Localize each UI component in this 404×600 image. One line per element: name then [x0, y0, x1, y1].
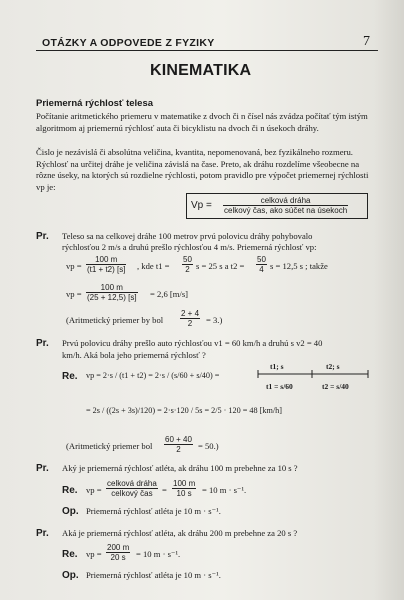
- problem-3-eq-tail: = 10 m · s⁻¹.: [202, 485, 247, 495]
- problem-3-re-label: Re.: [62, 485, 78, 496]
- problem-4-text: Aká je priemerná rýchlosť atléta, ak dráhu 200 m prebehne za 20 s ?: [62, 528, 298, 538]
- problem-2-note: (Aritmetický priemer bol: [66, 441, 153, 451]
- page-binding-shadow: [374, 0, 404, 600]
- problem-4-eq-lhs: vp =: [86, 549, 102, 559]
- problem-4-eq-num: 200 m: [107, 543, 130, 552]
- problem-3-eq-fraction: [106, 479, 158, 498]
- header-title: OTÁZKY A ODPOVEDE Z FYZIKY: [42, 37, 215, 49]
- problem-3-eq-lhs: vp =: [86, 485, 102, 495]
- problem-3-eq-fraction-2: [172, 479, 196, 498]
- problem-1-eq1-frac3-num: 50: [257, 255, 266, 264]
- problem-2-text-1: Prvú polovicu dráhy prešlo auto rýchlosťou v1 = 60 km/h a druhú s v2 = 40: [62, 338, 323, 348]
- problem-3-eq-num: celková dráha: [107, 479, 157, 488]
- problem-3-answer: Priemerná rýchlosť atléta je 10 m · s⁻¹.: [86, 506, 221, 516]
- problem-1-eq1-den: (t1 + t2) [s]: [87, 265, 126, 274]
- chapter-title: KINEMATIKA: [150, 62, 252, 79]
- problem-3-eq-den: celkový čas: [111, 489, 153, 498]
- average-speed-formula-box: [186, 193, 368, 219]
- problem-1-eq1-tail: s = 12,5 s ; takže: [270, 261, 328, 271]
- problem-2-text-2: km/h. Aká bola jeho priemerná rýchlosť ?: [62, 350, 206, 360]
- problem-3-label: Pr.: [36, 463, 49, 474]
- problem-4-answer: Priemerná rýchlosť atléta je 10 m · s⁻¹.: [86, 570, 221, 580]
- formula-lhs: Vp =: [191, 200, 212, 211]
- problem-3-eq-f-num: 100 m: [173, 479, 196, 488]
- problem-1-eq1-frac2-num: 50: [183, 255, 192, 264]
- problem-1-eq1-frac3: [256, 255, 267, 274]
- problem-1-eq2-tail: = 2,6 [m/s]: [150, 289, 189, 299]
- problem-2-note-den: 2: [176, 445, 181, 454]
- formula-numerator: celková dráha: [223, 196, 348, 206]
- problem-1-text-2: rýchlosťou 2 m/s a druhú prešlo rýchlosťou 4 m/s. Priemerná rýchlosť vp:: [62, 242, 317, 252]
- problem-2-eq2: = 2s / ((2s + 3s)/120) = 2·s·120 / 5s = 2/5 · 120 = 48 [km/h]: [86, 406, 282, 415]
- problem-1-eq1-mid: , kde t1 =: [137, 261, 170, 271]
- problem-1-note-den: 2: [187, 319, 193, 328]
- diagram-t1-formula: t1 = s/60: [266, 382, 293, 391]
- problem-4-eq-tail: = 10 m · s⁻¹.: [136, 549, 181, 559]
- problem-1-note: (Aritmetický priemer by bol: [66, 315, 164, 325]
- problem-4-eq-den: 20 s: [110, 553, 126, 562]
- problem-3-text: Aký je priemerná rýchlosť atléta, ak dráhu 100 m prebehne za 10 s ?: [62, 463, 298, 473]
- formula-denominator: celkový čas, ako súčet na úsekoch: [224, 206, 348, 215]
- problem-1-eq1-frac2: [182, 255, 193, 274]
- problem-4-eq-fraction: [106, 543, 130, 562]
- problem-4-label: Pr.: [36, 528, 49, 539]
- problem-1-note-num: 2 + 4: [181, 309, 200, 318]
- page-number: 7: [363, 34, 370, 49]
- problem-1-eq2-den: (25 + 12,5) [s]: [87, 293, 137, 302]
- problem-1-eq1-fraction: [86, 255, 126, 274]
- problem-2-note-num: 60 + 40: [165, 435, 192, 444]
- intro-paragraph-2: Čislo je nezávislá či absolútna veličina, kvantita, nepomenovaná, bez fyzikálneho rozmeru. Rýchlosť na určitej dráhe je veličina závislá na čase. Preto, ak dráhu rozdelíme všeobecne na rôzne úseky, na ktorých sú rozdielne rýchlosti, potom pravidlo pre výpočet priemernej rýchlosti vp je:: [36, 147, 369, 192]
- problem-1-eq1-lhs: vp =: [66, 261, 82, 271]
- problem-2-note-fraction: [164, 435, 193, 454]
- problem-2-eq1: vp = 2·s / (t1 + t2) = 2·s / (s/60 + s/40) =: [86, 371, 220, 380]
- problem-1-label: Pr.: [36, 231, 49, 242]
- section-title: Priemerná rýchlosť telesa: [36, 98, 154, 109]
- problem-1-eq2-num: 100 m: [86, 283, 138, 293]
- diagram-t2-formula: t2 = s/40: [322, 382, 349, 391]
- diagram-t1-label: t1; s: [270, 362, 284, 371]
- problem-2-label: Pr.: [36, 338, 49, 349]
- problem-3-eq-mid: =: [162, 485, 167, 495]
- problem-3-eq-f-den: 10 s: [176, 489, 192, 498]
- problem-1-eq2-fraction: [86, 283, 138, 302]
- problem-1-eq1-mid2: s = 25 s a t2 =: [196, 261, 245, 271]
- diagram-t2-label: t2; s: [326, 362, 340, 371]
- problem-1-eq1-frac3-den: 4: [259, 265, 264, 274]
- problem-4-op-label: Op.: [62, 570, 79, 581]
- problem-4-re-label: Re.: [62, 549, 78, 560]
- problem-1-text-1: Teleso sa na celkovej dráhe 100 metrov prvú polovicu dráhy pohybovalo: [62, 231, 313, 241]
- formula-fraction: [223, 196, 348, 215]
- problem-1-eq1-num: 100 m: [86, 255, 126, 265]
- problem-1-note-fraction: [180, 309, 200, 328]
- problem-2-note-tail: = 50.): [198, 441, 219, 451]
- intro-paragraph-1: Počítanie aritmetického priemeru v matematike z dvoch či n čísel nás zvádza počítať tým istým algoritmom aj priemernú rýchlosť auta či bicyklistu na dvoch či n úsekoch dráhy.: [36, 111, 368, 133]
- problem-1-eq2-lhs: vp =: [66, 289, 82, 299]
- problem-3-op-label: Op.: [62, 506, 79, 517]
- problem-1-note-tail: = 3.): [206, 315, 223, 325]
- running-header: [36, 34, 378, 51]
- problem-1-eq1-frac2-den: 2: [185, 265, 190, 274]
- problem-2-re-label: Re.: [62, 371, 78, 382]
